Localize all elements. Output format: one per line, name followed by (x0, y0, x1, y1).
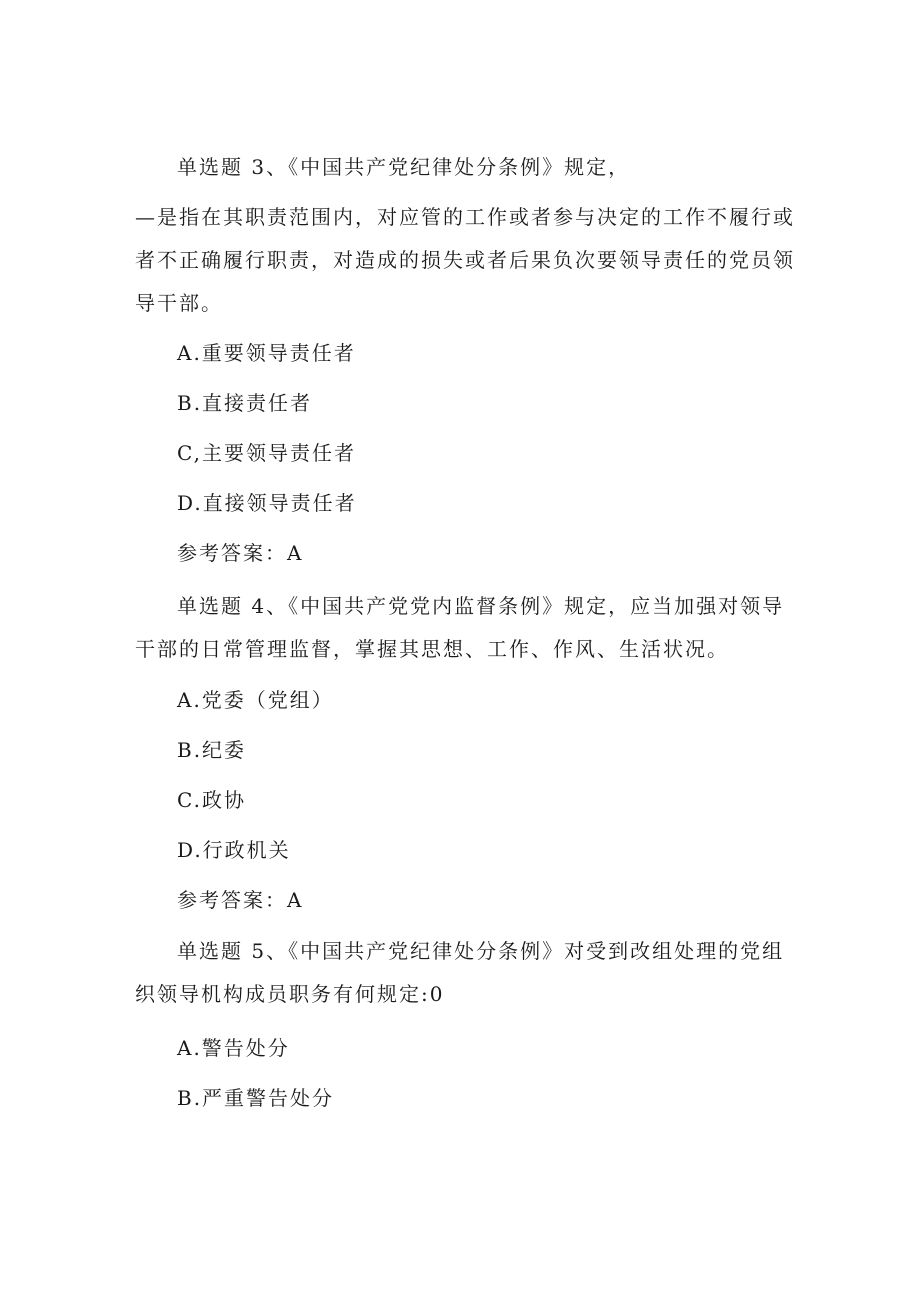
question-4-answer: 参考答案：A (177, 888, 304, 912)
question-3-stem-line-4: 导干部。 (135, 291, 223, 315)
question-3-stem-line-3: 者不正确履行职责，对造成的损失或者后果负次要领导责任的党员领 (135, 248, 795, 272)
question-5-option-b: B.严重警告处分 (177, 1086, 335, 1110)
question-3-option-b: B.直接责任者 (177, 391, 313, 415)
question-3-option-a: A.重要领导责任者 (177, 341, 356, 365)
question-4-option-c: C.政协 (177, 788, 246, 812)
question-3-stem-line-2: —是指在其职责范围内，对应管的工作或者参与决定的工作不履行或 (135, 205, 795, 229)
question-5-stem-line-2: 织领导机构成员职务有何规定:0 (135, 982, 445, 1006)
question-4-stem-line-1: 单选题 4、《中国共产党党内监督条例》规定，应当加强对领导 (177, 594, 785, 618)
question-3-answer: 参考答案：A (177, 541, 304, 565)
question-4-stem-line-2: 干部的日常管理监督，掌握其思想、工作、作风、生活状况。 (135, 637, 729, 661)
question-4-option-a: A.党委（党组） (177, 688, 334, 712)
question-3-option-d: D.直接领导责任者 (177, 491, 357, 515)
question-3-stem-line-1: 单选题 3、《中国共产党纪律处分条例》规定， (177, 155, 631, 179)
question-4-option-b: B.纪委 (177, 738, 247, 762)
question-4-option-d: D.行政机关 (177, 838, 291, 862)
question-5-stem-line-1: 单选题 5、《中国共产党纪律处分条例》对受到改组处理的党组 (177, 939, 785, 963)
question-5-option-a: A.警告处分 (177, 1036, 290, 1060)
question-3-option-c: C,主要领导责任者 (177, 441, 356, 465)
